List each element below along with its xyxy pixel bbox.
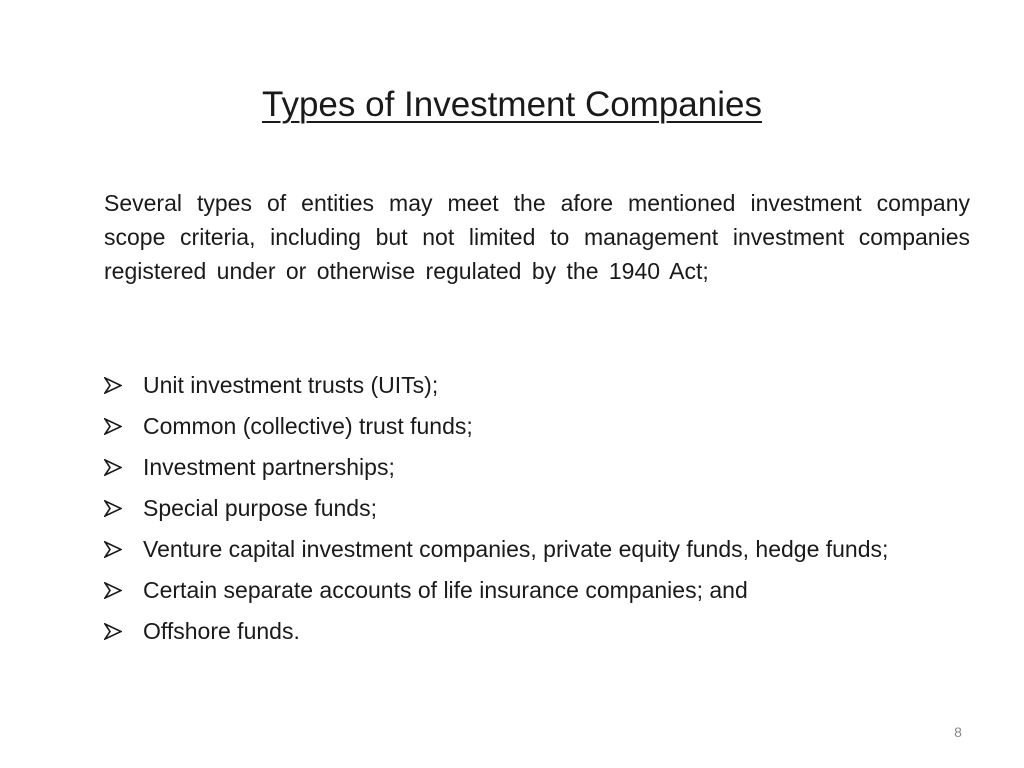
bullet-list xyxy=(104,369,964,656)
page-number: 8 xyxy=(954,724,962,740)
list-item-text: Investment partnerships; xyxy=(143,454,395,480)
list-item xyxy=(104,410,964,443)
list-item xyxy=(104,574,964,607)
slide-title-container xyxy=(0,82,1024,128)
list-item-text: Special purpose funds; xyxy=(143,495,377,521)
list-item-text: Certain separate accounts of life insurance companies; and xyxy=(143,577,748,603)
arrow-bullet-icon xyxy=(104,459,122,476)
arrow-bullet-icon xyxy=(104,418,122,435)
intro-paragraph: Several types of entities may meet the afore mentioned investment company scope criteria, including but not limited to management investment companies registered under or otherwise regulated by the 1940 Act; xyxy=(104,190,970,284)
arrow-bullet-icon xyxy=(104,541,122,558)
list-item xyxy=(104,492,964,525)
arrow-bullet-icon xyxy=(104,582,122,599)
list-item-text: Common (collective) trust funds; xyxy=(143,413,473,439)
arrow-bullet-icon xyxy=(104,500,122,517)
list-item-text: Unit investment trusts (UITs); xyxy=(143,372,439,398)
list-item-text: Offshore funds. xyxy=(143,618,300,644)
slide-title: Types of Investment Companies xyxy=(262,85,762,124)
list-item xyxy=(104,533,964,566)
list-item xyxy=(104,451,964,484)
list-item-text: Venture capital investment companies, private equity funds, hedge funds; xyxy=(143,536,889,562)
arrow-bullet-icon xyxy=(104,623,122,640)
arrow-bullet-icon xyxy=(104,377,122,394)
list-item xyxy=(104,615,964,648)
list-item xyxy=(104,369,964,402)
